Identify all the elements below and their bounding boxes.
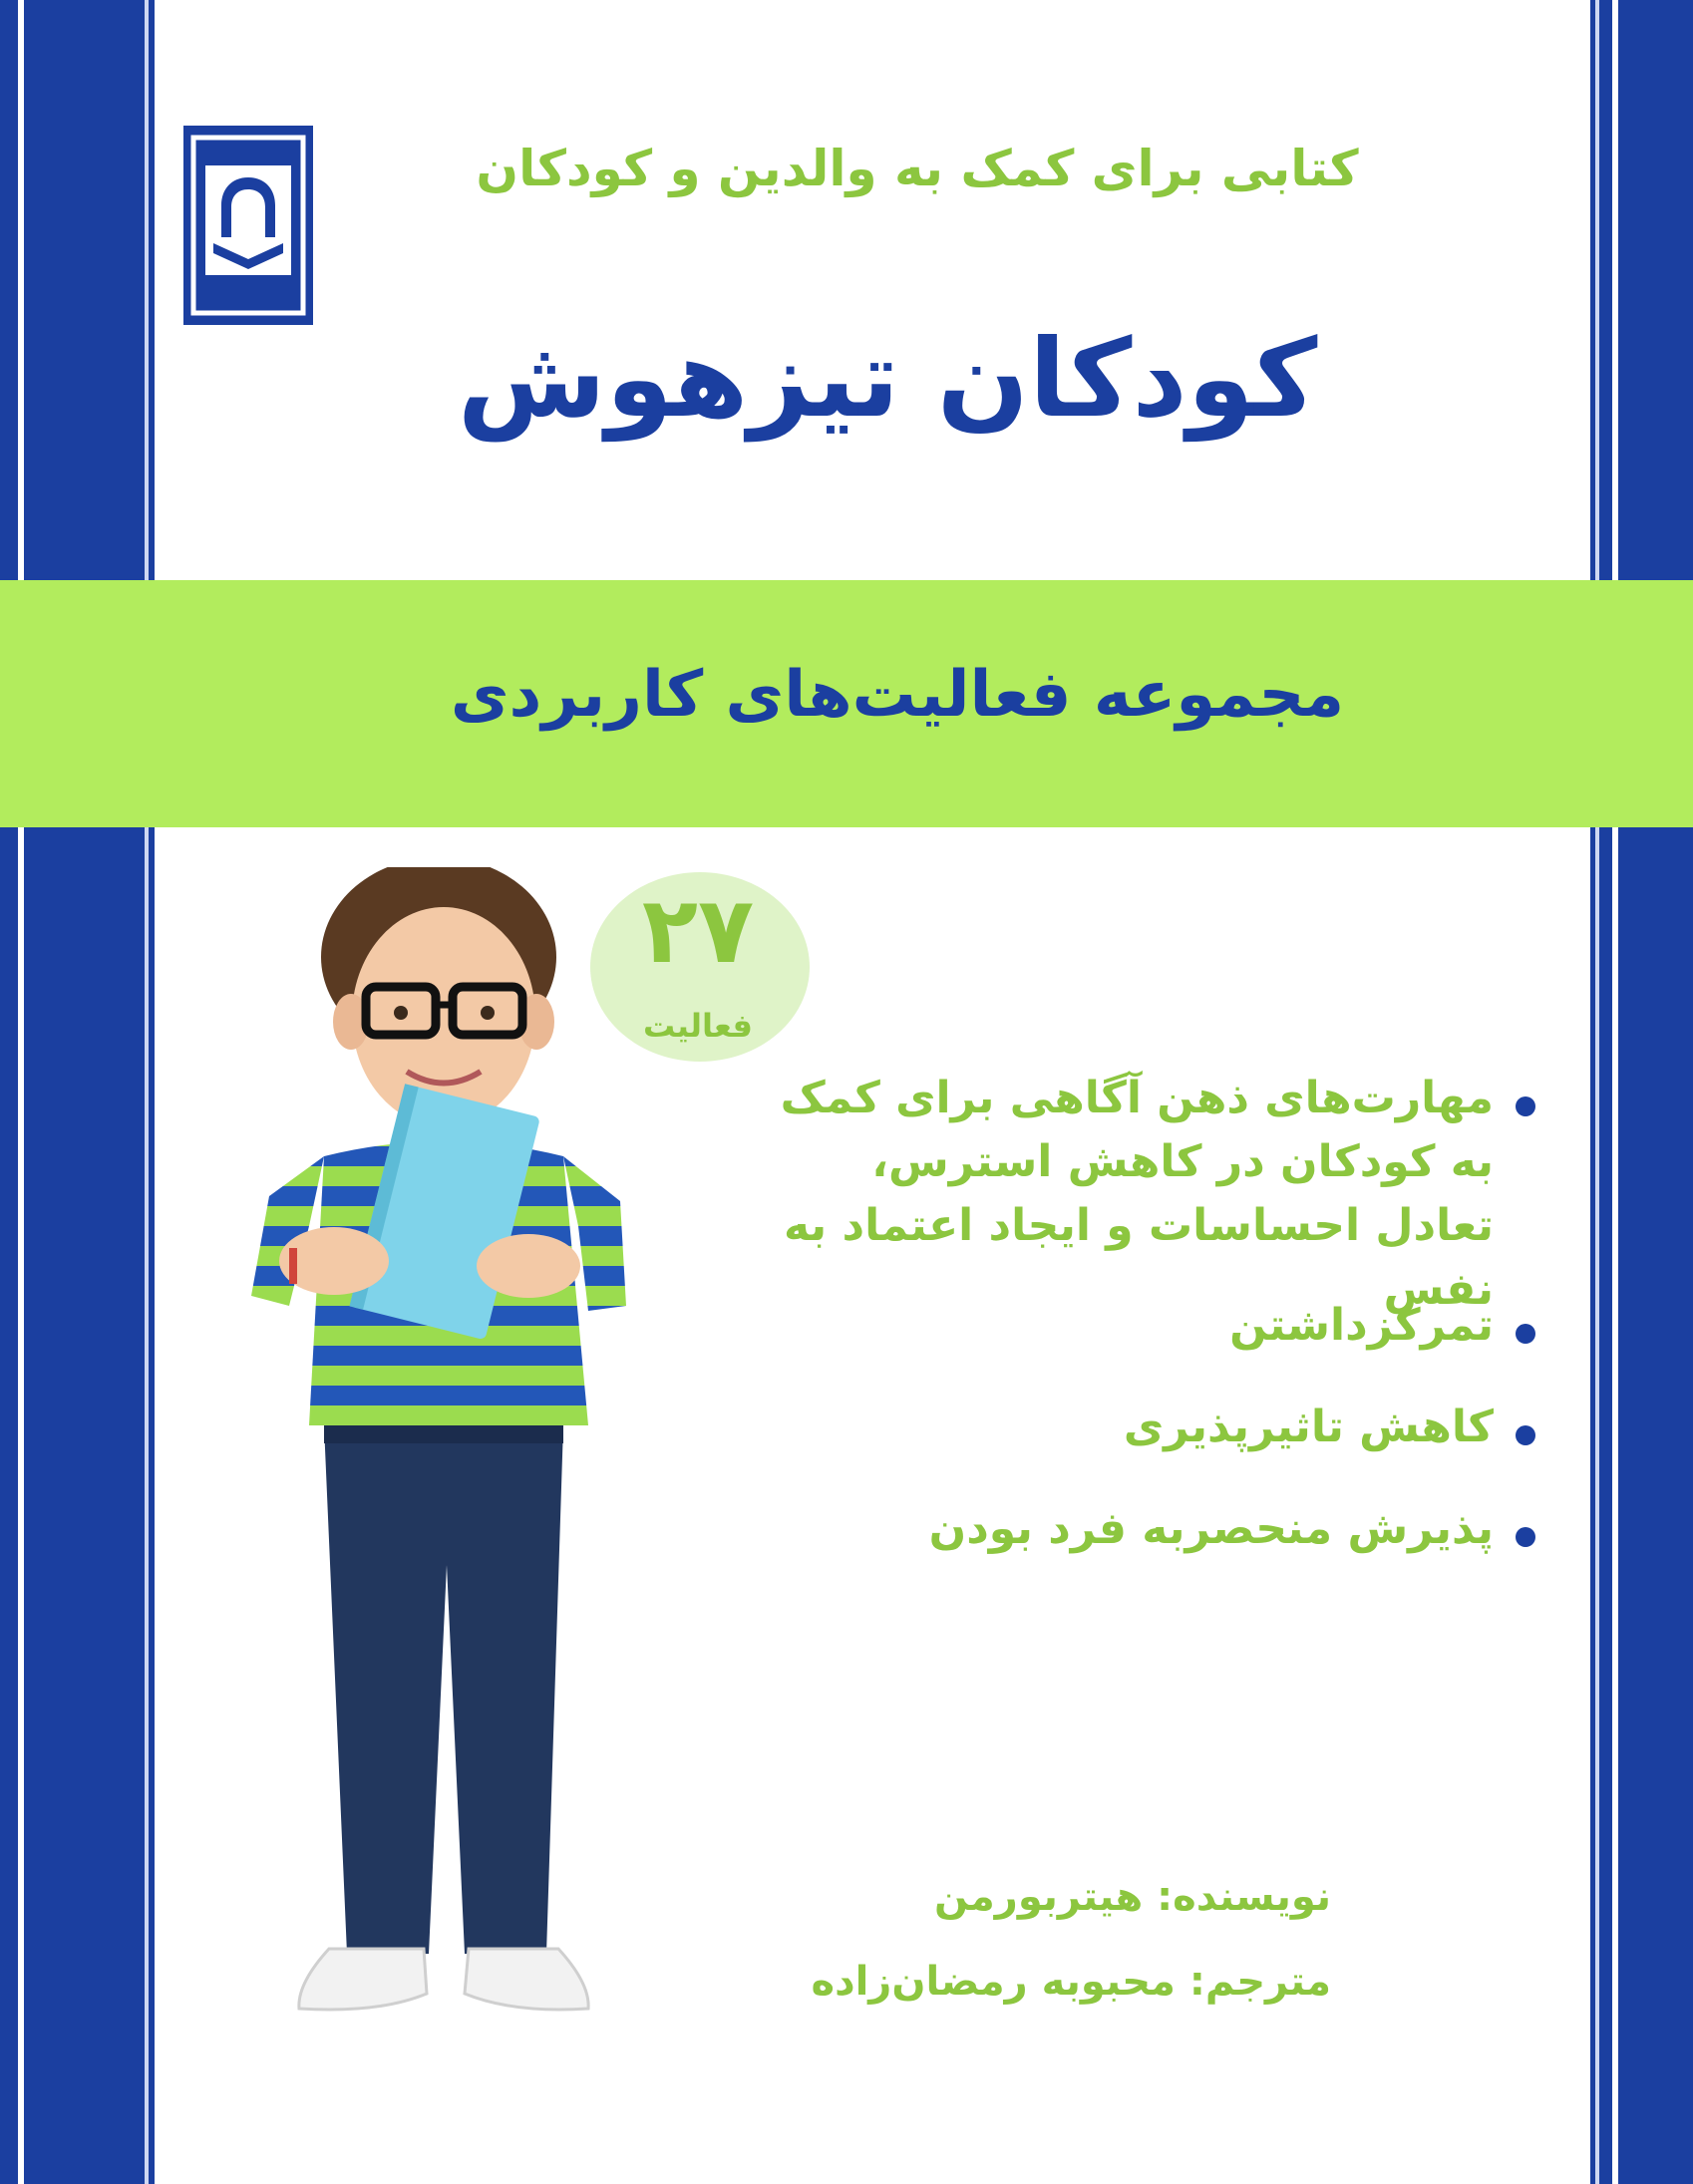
benefit-item: [758, 1396, 1535, 1459]
right-border-band: [1590, 0, 1693, 2184]
benefit-item: [758, 1294, 1535, 1358]
boy-with-book-image: [229, 867, 658, 2033]
activity-count-number: ۲۷: [641, 877, 755, 984]
benefit-text: پذیرش منحصربه فرد بودن: [928, 1503, 1494, 1554]
benefit-text: کاهش تاثیرپذیری: [1123, 1402, 1494, 1452]
right-border-light-line: [1595, 0, 1599, 2184]
benefit-item: [758, 1497, 1535, 1561]
author-credit: نویسنده: هیتربورمن: [934, 1874, 1331, 1920]
cover-subtitle: کتابی برای کمک به والدین و کودکان: [476, 140, 1359, 197]
activity-count-label: فعالیت: [643, 1007, 753, 1045]
right-border-white-line: [1612, 0, 1618, 2184]
activities-band-text: مجموعه فعالیت‌های کاربردی: [450, 658, 1345, 732]
translator-credit: مترجم: محبوبه رمضان‌زاده: [811, 1959, 1331, 2005]
cover-title: کودکان تیزهوش: [457, 317, 1318, 442]
bullet-icon: [1516, 1425, 1535, 1445]
bullet-icon: [1516, 1096, 1535, 1116]
publisher-logo-icon: [183, 126, 313, 325]
benefit-item: [758, 1067, 1535, 1322]
benefit-text: تمرکزداشتن: [1229, 1300, 1494, 1351]
benefit-text: مهارت‌های ذهن آگاهی برای کمک به کودکان در کاهش استرس، تعادل احساسات و ایجاد اعتماد به نفس: [780, 1073, 1494, 1315]
bullet-icon: [1516, 1324, 1535, 1344]
publisher-logo: [183, 126, 313, 325]
left-border-light-line: [145, 0, 149, 2184]
left-border-white-line: [18, 0, 24, 2184]
bullet-icon: [1516, 1527, 1535, 1547]
